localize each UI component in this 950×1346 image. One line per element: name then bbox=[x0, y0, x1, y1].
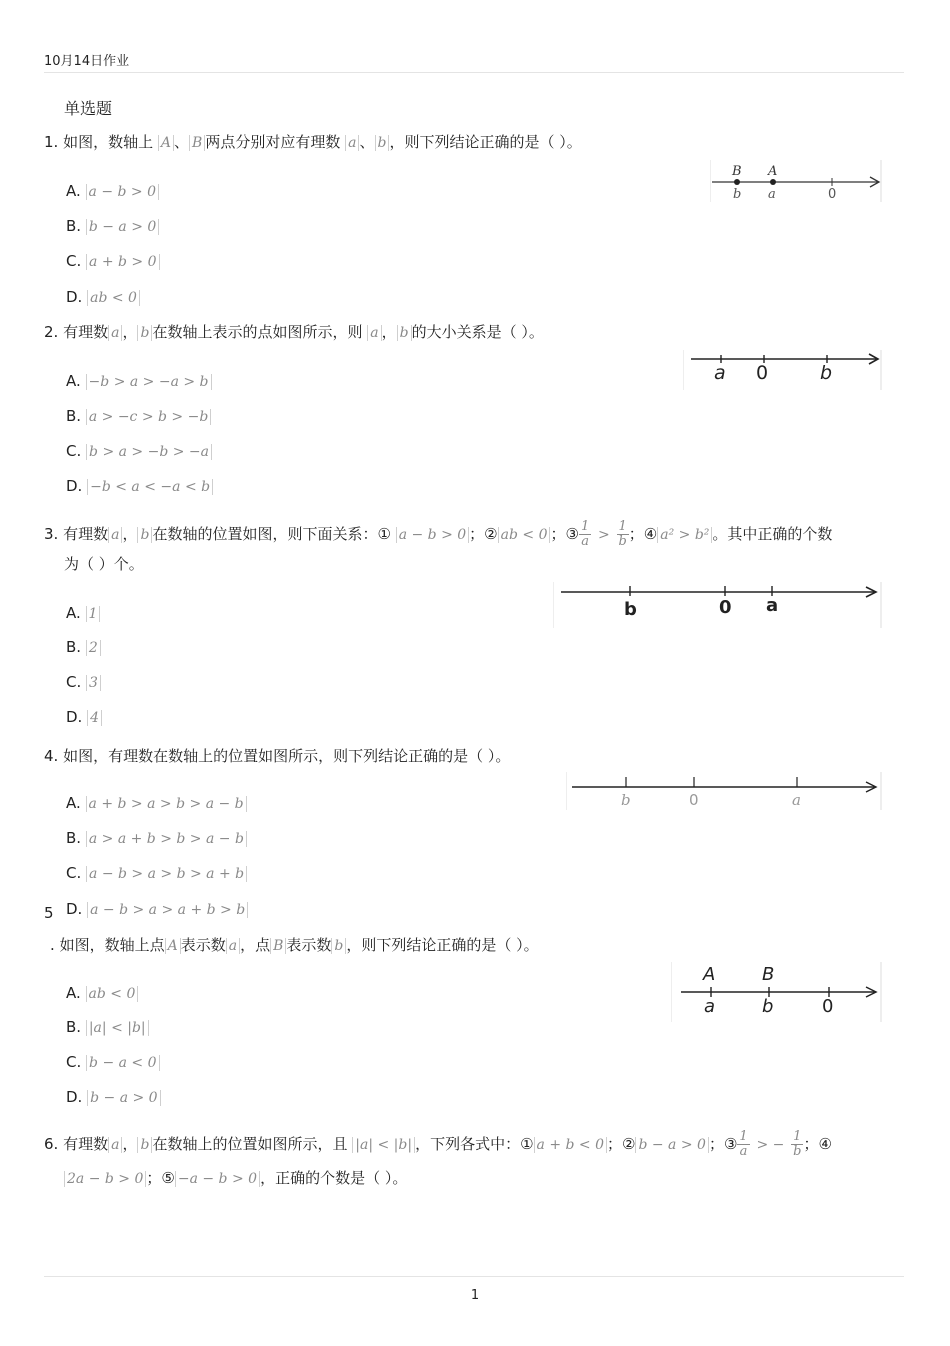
q5-option-b[interactable]: B. |a| < |b| bbox=[66, 1018, 149, 1036]
value-label: b bbox=[621, 791, 631, 809]
q4-option-d[interactable]: D. a − b > a > a + b > b bbox=[66, 900, 248, 918]
value-label: 0 bbox=[822, 996, 834, 1017]
q2-option-d[interactable]: D. −b < a < −a < b bbox=[66, 477, 213, 495]
q5-option-d[interactable]: D. b − a > 0 bbox=[66, 1088, 161, 1106]
q4-option-a[interactable]: A. a + b > a > b > a − b bbox=[66, 794, 247, 812]
fraction: $\frac{1}{b}$ bbox=[793, 1129, 802, 1159]
value-label: 0 bbox=[689, 791, 699, 809]
question-number: 1. bbox=[44, 133, 59, 151]
question-3-line2: 为（ ）个。 bbox=[64, 555, 144, 573]
question-5-number: 5 bbox=[44, 904, 54, 922]
value-label: b bbox=[624, 599, 637, 620]
q1-option-d[interactable]: D. ab < 0 bbox=[66, 288, 140, 306]
fraction: $\frac{1}{a}$ bbox=[580, 519, 590, 549]
page-number: 1 bbox=[470, 1288, 480, 1303]
q1-option-a[interactable]: A. a − b > 0 bbox=[66, 182, 159, 200]
q4-number-line-figure bbox=[566, 772, 882, 810]
question-1: 1. 如图，数轴上 A 、 B 两点分别对应有理数 a 、 b ，则下列结论正确的是（ ）。 bbox=[44, 133, 582, 151]
q3-option-b[interactable]: B. 2 bbox=[66, 638, 101, 656]
value-label: 0 bbox=[719, 597, 732, 618]
q3-option-a[interactable]: A. 1 bbox=[66, 604, 100, 622]
q1-option-b[interactable]: B. b − a > 0 bbox=[66, 217, 159, 235]
value-label: a bbox=[766, 595, 779, 616]
math-expr: b bbox=[375, 135, 390, 151]
value-label: a bbox=[768, 187, 776, 202]
value-label: a bbox=[714, 362, 726, 384]
section-title: 单选题 bbox=[64, 99, 113, 118]
question-5: . 如图，数轴上点 A 表示数 a ，点 B 表示数 b ，则下列结论正确的是（ ）。 bbox=[50, 936, 539, 954]
question-text: ，则下列结论正确的是（ ）。 bbox=[389, 133, 582, 151]
doc-header-title: 10月14日作业 bbox=[44, 54, 130, 69]
q5-number-line-figure bbox=[671, 962, 882, 1022]
q4-option-b[interactable]: B. a > a + b > b > a − b bbox=[66, 829, 247, 847]
value-label: b bbox=[733, 187, 742, 202]
math-expr: a bbox=[345, 135, 359, 151]
footer-divider bbox=[44, 1276, 904, 1277]
q3-option-c[interactable]: C. 3 bbox=[66, 673, 101, 691]
value-label: 0 bbox=[828, 187, 837, 202]
question-text: 如图，数轴上 bbox=[63, 133, 154, 151]
value-label: 0 bbox=[756, 362, 769, 384]
fraction: $\frac{1}{b}$ bbox=[618, 519, 627, 549]
math-expr: B bbox=[189, 135, 205, 151]
header-divider bbox=[44, 72, 904, 73]
value-label: b bbox=[820, 362, 833, 384]
value-label: b bbox=[762, 996, 774, 1017]
math-expr: A bbox=[158, 135, 174, 151]
q3-option-d[interactable]: D. 4 bbox=[66, 708, 102, 726]
q2-option-b[interactable]: B. a > −c > b > −b bbox=[66, 407, 211, 425]
q1-option-c[interactable]: C. a + b > 0 bbox=[66, 252, 160, 270]
q2-number-line-figure bbox=[683, 350, 882, 390]
q1-number-line-figure bbox=[710, 160, 882, 202]
q5-option-c[interactable]: C. b − a < 0 bbox=[66, 1053, 160, 1071]
point-label: A bbox=[768, 164, 778, 179]
q5-option-a[interactable]: A. ab < 0 bbox=[66, 984, 138, 1002]
q2-option-a[interactable]: A. −b > a > −a > b bbox=[66, 372, 212, 390]
point-label: A bbox=[703, 964, 716, 985]
fraction: $\frac{1}{a}$ bbox=[739, 1129, 748, 1159]
q4-option-c[interactable]: C. a − b > a > b > a + b bbox=[66, 864, 247, 882]
question-6: 6. 有理数 a ， b 在数轴上的位置如图所示，且 |a| < |b| ，下列各式中：① a + b < 0 ；② b − a > 0 ；③ $\frac{1}{a}$ > − $\frac{1}{b}$ ；④ bbox=[44, 1129, 832, 1159]
question-2: 2. 有理数 a ， b 在数轴上表示的点如图所示，则 a ， b 的大小关系是（ ）。 bbox=[44, 323, 544, 341]
question-3: 3. 有理数 a ， b 在数轴的位置如图，则下面关系：① a − b > 0 ；② ab < 0 ；③ $\frac{1}{a}$ > $\frac{1}{b}$ ；④ a² > b² 。其中正确的个数 bbox=[44, 519, 833, 549]
question-4: 4. 如图，有理数在数轴上的位置如图所示，则下列结论正确的是（ ）。 bbox=[44, 747, 511, 765]
question-text: 两点分别对应有理数 bbox=[205, 133, 341, 151]
value-label: a bbox=[792, 791, 801, 809]
question-6-line2: 2a − b > 0 ；⑤ −a − b > 0 ，正确的个数是（ ）。 bbox=[64, 1168, 407, 1189]
q3-number-line-figure bbox=[553, 582, 882, 628]
point-label: B bbox=[762, 964, 775, 985]
point-label: B bbox=[732, 164, 742, 179]
value-label: a bbox=[704, 996, 716, 1017]
q2-option-c[interactable]: C. b > a > −b > −a bbox=[66, 442, 212, 460]
